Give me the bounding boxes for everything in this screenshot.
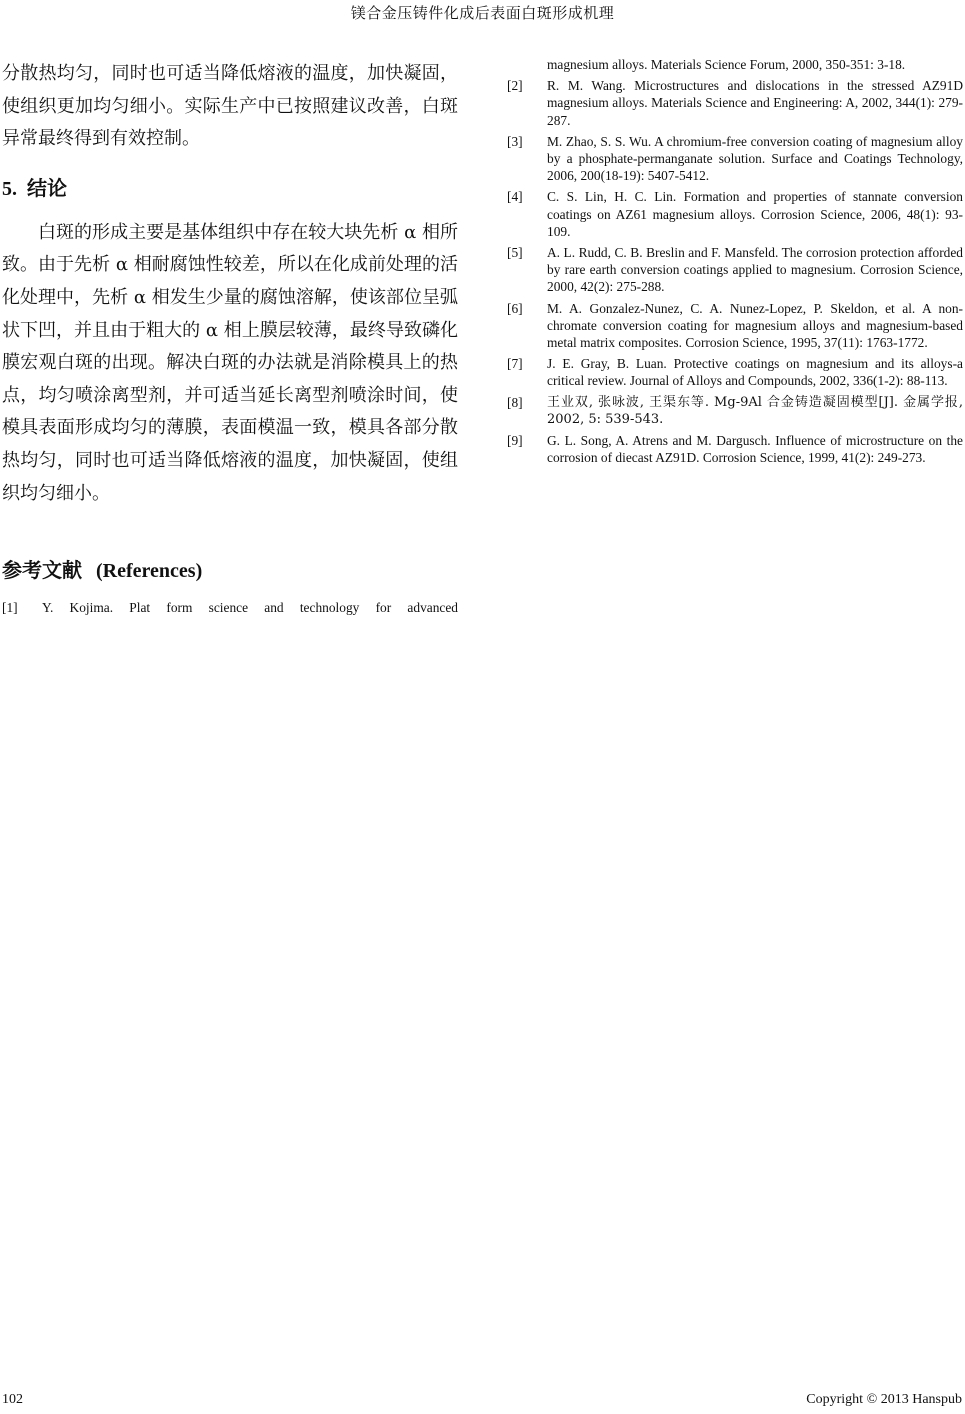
reference-text: M. Zhao, S. S. Wu. A chromium-free conversion coating of magnesium alloy by a phosphate-permanganate solution. Surface and Coatings Technology, 2006, 200(18-19): 5407-5412.	[547, 133, 963, 184]
reference-number: [5]	[507, 245, 523, 261]
reference-number: [1]	[2, 600, 18, 616]
reference-number: [2]	[507, 78, 523, 94]
section-number: 5.	[2, 177, 17, 200]
reference-number: [8]	[507, 394, 523, 410]
reference-item-5	[507, 244, 963, 296]
reference-item-9	[507, 432, 963, 466]
reference-item-4	[507, 188, 963, 240]
reference-text: R. M. Wang. Microstructures and dislocations in the stressed AZ91D magnesium alloys. Materials Science and Engineering: A, 2002, 344(1): 279-287.	[547, 78, 963, 128]
reference-number: [6]	[507, 300, 523, 316]
section-heading-conclusion	[2, 174, 458, 203]
reference-item-1-continued	[507, 56, 963, 73]
reference-text: G. L. Song, A. Atrens and M. Dargusch. Influence of microstructure on the corrosion of diecast AZ91D. Corrosion Science, 1999, 41(2): 249-273.	[547, 433, 963, 466]
reference-text: M. A. Gonzalez-Nunez, C. A. Nunez-Lopez, P. Skeldon, et al. A non-chromate conversion coating for magnesium alloys and magnesium-based metal matrix composites. Corrosion Science, 1995, 37(11): 1763-1772.	[547, 300, 963, 351]
conclusion-paragraph: 白斑的形成主要是基体组织中存在较大块先析 α 相所致。由于先析 α 相耐腐蚀性较差，所以在化成前处理的活化处理中，先析 α 相发生少量的腐蚀溶解，使该部位呈弧状下凹，并且由于粗大的 α 相上膜层较薄，最终导致磷化膜宏观白斑的出现。解决白斑的办法就是消除模具上的热点，均匀喷涂离型剂，并可适当延长离型剂喷涂时间，使模具表面形成均匀的薄膜，表面模温一致，模具各部分散热均匀，同时也可适当降低熔液的温度，加快凝固，使组织均匀细小。	[2, 221, 458, 504]
left-column	[2, 58, 458, 620]
reference-item-7	[507, 355, 963, 389]
references-heading	[2, 556, 458, 585]
section-title: 结论	[27, 175, 67, 200]
page-number: 102	[2, 1392, 23, 1407]
reference-number: [7]	[507, 356, 523, 372]
running-head: 镁合金压铸件化成后表面白斑形成机理	[350, 4, 615, 22]
reference-text: C. S. Lin, H. C. Lin. Formation and properties of stannate conversion coatings on AZ61 magnesium alloys. Corrosion Science, 2006, 48(1): 93-109.	[547, 189, 963, 239]
reference-text: 王业双, 张咏波, 王渠东等. Mg-9Al 合金铸造凝固模型[J]. 金属学报, 2002, 5: 539-543.	[547, 394, 963, 427]
reference-item-1	[2, 599, 458, 616]
references-title-zh: 参考文献	[2, 558, 82, 583]
reference-number: [4]	[507, 189, 523, 205]
reference-number: [9]	[507, 433, 523, 449]
reference-text: Y. Kojima. Plat form science and technology for advanced	[42, 600, 458, 616]
reference-number: [3]	[507, 133, 523, 149]
reference-item-8	[507, 394, 963, 428]
reference-text: magnesium alloys. Materials Science Forum, 2000, 350-351: 3-18.	[547, 57, 906, 72]
reference-item-3	[507, 133, 963, 185]
right-column	[507, 56, 963, 470]
copyright-notice: Copyright © 2013 Hanspub	[806, 1392, 962, 1407]
intro-paragraph: 分散热均匀，同时也可适当降低熔液的温度，加快凝固，使组织更加均匀细小。实际生产中已按照建议改善，白斑异常最终得到有效控制。	[2, 63, 458, 150]
reference-item-6	[507, 300, 963, 352]
reference-text: A. L. Rudd, C. B. Breslin and F. Mansfeld. The corrosion protection afforded by rare earth conversion coatings applied to magnesium. Corrosion Science, 2000, 42(2): 275-288.	[547, 245, 963, 295]
reference-text: J. E. Gray, B. Luan. Protective coatings on magnesium and its alloys-a critical review. Journal of Alloys and Compounds, 2002, 336(1-2): 88-113.	[547, 356, 963, 389]
references-title-en: (References)	[96, 560, 203, 583]
reference-item-2	[507, 77, 963, 129]
